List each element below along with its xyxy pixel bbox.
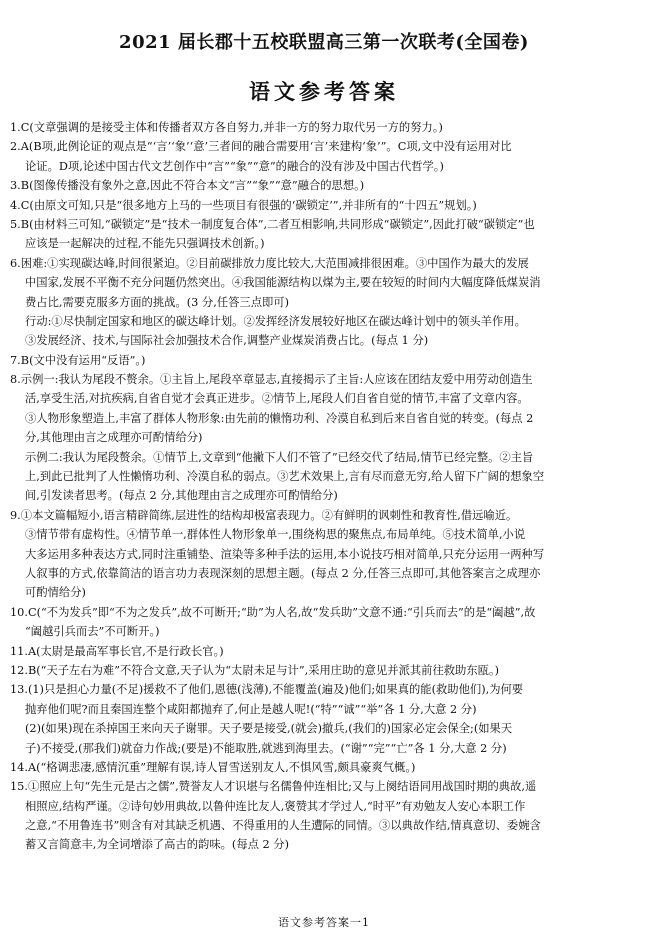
answer-key-heading: 语文参考答案 — [249, 79, 399, 104]
answer-line-7: 应该是一起解决的过程,不能先只强调技术创新。) — [25, 237, 265, 251]
answer-line-30: 13.(1)只是担心力量(不足)援救不了他们,恩德(浅薄),不能覆盖(遍及)他们;如果真的能(救助他们),为何要 — [10, 683, 524, 697]
answer-line-5: 4.C(由原文可知,只是“很多地方上马的一些项目有很强的‘碳锁定’”,并非所有的“十四五”规划。) — [10, 198, 477, 212]
answer-line-1: 1.C(文章强调的是接受主体和传播者双方各自努力,并非一方的努力取代另一方的努力。) — [10, 121, 443, 134]
answer-line-8: 6.困难:①实现碳达峰,时间很紧迫。②目前碳排放力度比较大,大范围减排很困难。③中国作为最大的发展 — [10, 256, 529, 270]
answer-line-31: 抛弃他们呢?而且秦国连整个咸阳都抛弃了,何止是越人呢!(“特”“诚”“举”各 1 分,大意 2 分) — [25, 702, 477, 716]
answer-line-16: ③人物形象塑造上,丰富了群体人物形象:由先前的懒惰功利、冷漠自私到后来自省自觉的转变。(每点 2 — [25, 411, 534, 425]
answer-line-32: (2)(如果)现在杀掉国王来向天子谢罪。天子要是接受,(就会)撤兵,(我们的)国家必定会保全;(如果天 — [25, 722, 513, 736]
page-footer: 语文参考答案一1 — [278, 916, 370, 929]
answer-line-25: 可酌情给分) — [25, 586, 86, 600]
answer-line-26: 10.C(“不为发兵”即“不为之发兵”,故不可断开;“助”为人名,故“发兵助”文意不通:“引兵而去”的是“阖越”,故 — [10, 605, 536, 619]
answer-line-4: 3.B(图像传播没有象外之意,因此不符合本文“言”“象”“意”融合的思想。) — [10, 179, 365, 193]
answer-line-15: 活,享受生活,对抗疾病,自省自觉才会真正进步。②情节上,尾段人们自省自觉的情节,丰富了文章内容。 — [25, 392, 529, 406]
answer-line-27: “阖越引兵而去”不可断开。) — [25, 625, 160, 639]
answer-line-12: ③发展经济、技术,与国际社会加强技术合作,调整产业煤炭消费占比。(每点 1 分) — [25, 334, 429, 348]
answer-line-18: 示例二:我认为尾段赘余。①情节上,文章到“他撇下人们不管了”已经交代了结局,情节已经完整。②主旨 — [25, 450, 534, 464]
answer-line-14: 8.示例一:我认为尾段不赘余。①主旨上,尾段卒章显志,直接揭示了主旨:人应该在团结友爱中用劳动创造生 — [10, 373, 533, 387]
answer-line-19: 上,到此已批判了人性懒惰功利、冷漠自私的弱点。③艺术效果上,言有尽而意无穷,给人留下广阔的想象空 — [25, 470, 545, 484]
answer-line-29: 12.B(“天子左右为难”不符合文意,天子认为“太尉未足与计”,采用庄助的意见并派其前往救助东瓯。) — [10, 663, 500, 677]
answer-line-23: 大多运用多种表达方式,同时注重铺垫、渲染等多种手法的运用,本小说技巧相对简单,只充分运用一两种写 — [25, 547, 545, 561]
answer-line-17: 分,其他理由言之成理亦可酌情给分) — [25, 431, 203, 445]
answer-line-28: 11.A(太尉是最高军事长官,不是行政长官。) — [10, 644, 224, 658]
answer-line-38: 蓄又言简意丰,为全词增添了高古的韵味。(每点 2 分) — [25, 838, 290, 852]
answer-line-2: 2.A(B项,此例论证的观点是“‘言’‘象’‘意’三者间的融合需要用‘言’来建构‘象’”。C项,文中没有运用对比 — [10, 140, 512, 154]
answer-line-11: 行动:①尽快制定国家和地区的碳达峰计划。②发挥经济发展较好地区在碳达峰计划中的领头羊作用。 — [25, 314, 526, 328]
exam-title: 2021 届长郡十五校联盟高三第一次联考(全国卷) — [119, 32, 529, 53]
answer-line-37: 之意,“不用鲁连书”则含有对其缺乏机遇、不得重用的人生遭际的同情。③以典故作结,情真意切、委婉含 — [25, 819, 541, 833]
answer-line-9: 中国家,发展不平衡不充分问题仍然突出。④我国能源结构以煤为主,要在较短的时间内大幅度降低煤炭消 — [25, 276, 541, 290]
answer-line-20: 间,引发读者思考。(每点 2 分,其他理由言之成理亦可酌情给分) — [25, 489, 338, 503]
answer-line-35: 15.①照应上句“先生元是古之儒”,赞誉友人才识堪与名儒鲁仲连相比;又与上阕结语同用战国时期的典故,遥 — [10, 780, 537, 794]
answer-line-3: 论证。D项,论述中国古代文艺创作中“言”“象”“意”的融合的没有涉及中国古代哲学。) — [25, 159, 444, 173]
answer-line-21: 9.①本文篇幅短小,语言精辟简练,层进性的结构却极富表现力。②有鲜明的讽刺性和教育性,借远喻近。 — [10, 508, 518, 522]
answer-line-13: 7.B(文中没有运用“反语”。) — [10, 353, 146, 367]
answer-line-36: 相照应,结构严谨。②诗句妙用典故,以鲁仲连比友人,褒赞其才学过人,“时平”有劝勉友人安心本职工作 — [25, 799, 526, 813]
answer-line-24: 人叙事的方式,依靠简洁的语言功力表现深刻的思想主题。(每点 2 分,任答三点即可,其他答案言之成理亦 — [25, 566, 541, 580]
answer-line-6: 5.B(由材料三可知,“碳锁定”是“技术一制度复合体”,二者互相影响,共同形成“碳锁定”,因此打破“碳锁定”也 — [10, 217, 535, 231]
answer-body — [10, 118, 626, 855]
answer-line-10: 费占比,需要克服多方面的挑战。(3 分,任答三点即可) — [25, 295, 290, 309]
answer-line-22: ③情节带有虚构性。④情节单一,群体性人物形象单一,围绕构思的聚焦点,布局单纯。⑤技术简单,小说 — [25, 528, 526, 542]
answer-line-34: 14.A(“格调悲凄,感情沉重”理解有误,诗人冒雪送别友人,不惧风雪,颇具豪爽气概。) — [10, 760, 416, 774]
answer-line-33: 子)不接受,(那我们)就奋力作战;(要是)不能取胜,就逃到海里去。(“谢”“完”“亡”各 1 分,大意 2 分) — [25, 741, 507, 755]
